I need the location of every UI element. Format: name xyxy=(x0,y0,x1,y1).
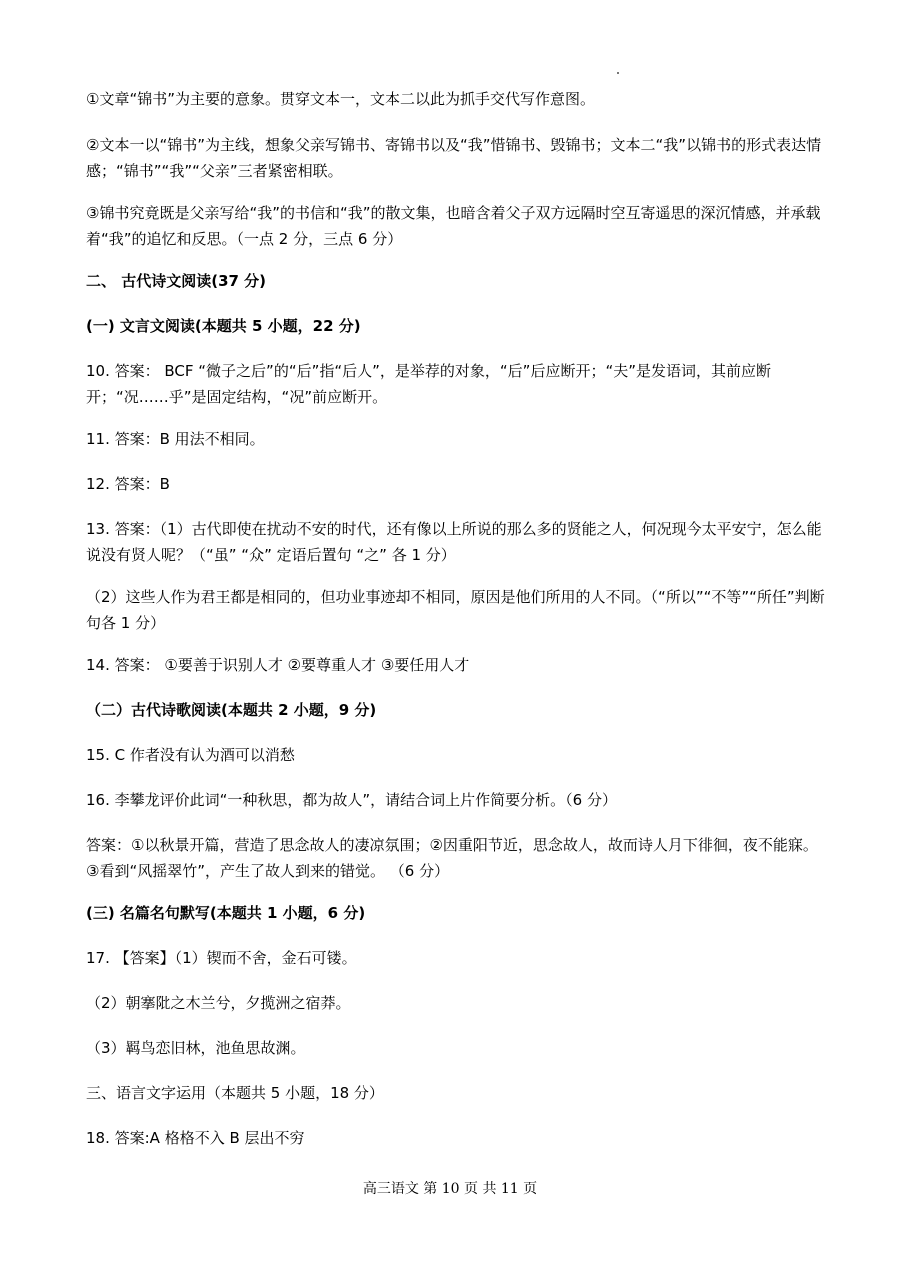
question-16: 16. 李攀龙评价此词“一种秋思，都为故人”，请结合词上片作简要分析。（6 分） xyxy=(86,791,617,809)
subsection-heading-3: (三) 名篇名句默写(本题共 1 小题，6 分) xyxy=(86,904,366,922)
page-footer: 高三语文 第 10 页 共 11 页 xyxy=(362,1181,538,1197)
paragraph-3: ③锦书究竟既是父亲写给“我”的书信和“我”的散文集，也暗含着父子双方远隔时空互寄遥思的深沉情感，并承载着“我”的追忆和反思。（一点 2 分，三点 6 分） xyxy=(86,204,821,248)
answer-17-part-3: （3）羁鸟恋旧林，池鱼思故渊。 xyxy=(86,1039,306,1057)
section-heading-2: 二、 古代诗文阅读(37 分) xyxy=(86,272,267,290)
answer-17-part-2: （2）朝搴阰之木兰兮，夕揽洲之宿莽。 xyxy=(86,994,351,1012)
paragraph-2: ②文本一以“锦书”为主线，想象父亲写锦书、寄锦书以及“我”惜锦书、毁锦书；文本二“我”以锦书的形式表达情感；“锦书”“我”“父亲”三者紧密相联。 xyxy=(86,136,822,180)
answer-14: 14. 答案： ①要善于识别人才 ②要尊重人才 ③要任用人才 xyxy=(86,656,470,674)
answer-16: 答案：①以秋景开篇，营造了思念故人的凄凉氛围；②因重阳节近，思念故人，故而诗人月下徘徊，夜不能寐。③看到“风摇翠竹”，产生了故人到来的错觉。 （6 分） xyxy=(86,836,818,880)
answer-13-part-2: （2）这些人作为君王都是相同的，但功业事迹却不相同，原因是他们所用的人不同。（“所以”“不等”“所任”判断句各 1 分） xyxy=(86,588,825,632)
answer-13-part-1: 13. 答案：（1）古代即使在扰动不安的时代，还有像以上所说的那么多的贤能之人，何况现今太平安宁，怎么能说没有贤人呢？（“虽” “众” 定语后置句 “之” 各 1 分） xyxy=(86,520,822,564)
subsection-heading-2: （二）古代诗歌阅读(本题共 2 小题，9 分) xyxy=(86,701,377,719)
answer-12: 12. 答案：B xyxy=(86,475,170,493)
section-heading-3: 三、语言文字运用（本题共 5 小题，18 分） xyxy=(86,1084,384,1102)
answer-17-part-1: 17. 【答案】（1）锲而不舍，金石可镂。 xyxy=(86,949,357,967)
answer-10: 10. 答案： BCF “微子之后”的“后”指“后人”，是举荐的对象，“后”后应断开；“夫”是发语词，其前应断开；“况……乎”是固定结构，“况”前应断开。 xyxy=(86,362,772,406)
subsection-heading-1: (一) 文言文阅读(本题共 5 小题，22 分) xyxy=(86,317,361,335)
paragraph-1: ①文章“锦书”为主要的意象。贯穿文本一，文本二以此为抓手交代写作意图。 xyxy=(86,90,595,108)
answer-18: 18. 答案:A 格格不入 B 层出不穷 xyxy=(86,1129,305,1147)
scan-speck xyxy=(617,72,619,74)
answer-15: 15. C 作者没有认为酒可以消愁 xyxy=(86,746,295,764)
answer-11: 11. 答案：B 用法不相同。 xyxy=(86,430,265,448)
